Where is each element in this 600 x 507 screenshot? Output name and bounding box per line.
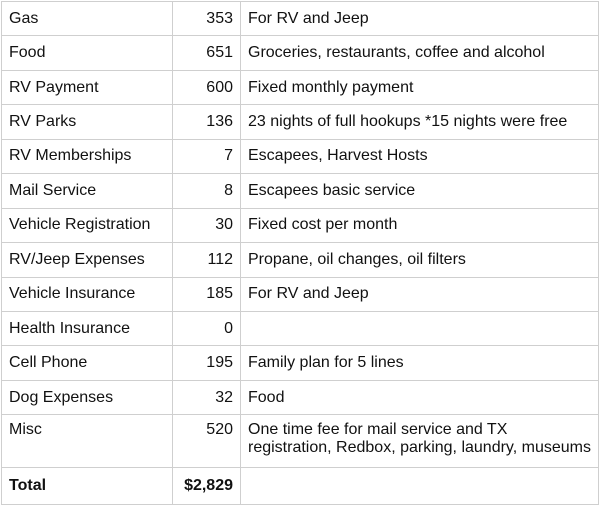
note-cell bbox=[241, 311, 599, 345]
amount-cell: 30 bbox=[173, 208, 241, 242]
amount-cell: 7 bbox=[173, 139, 241, 173]
note-cell: Food bbox=[241, 380, 599, 414]
table-row bbox=[2, 105, 599, 139]
category-cell: RV/Jeep Expenses bbox=[2, 243, 173, 277]
table-row bbox=[2, 415, 599, 468]
note-cell: Propane, oil changes, oil filters bbox=[241, 243, 599, 277]
table-row bbox=[2, 174, 599, 208]
table-row bbox=[2, 36, 599, 70]
note-cell: 23 nights of full hookups *15 nights were free bbox=[241, 105, 599, 139]
category-cell: Mail Service bbox=[2, 174, 173, 208]
amount-cell: 353 bbox=[173, 2, 241, 36]
table-row bbox=[2, 208, 599, 242]
table-row bbox=[2, 277, 599, 311]
category-cell: RV Parks bbox=[2, 105, 173, 139]
category-cell: Vehicle Registration bbox=[2, 208, 173, 242]
total-amount: $2,829 bbox=[173, 468, 241, 505]
category-cell: Misc bbox=[2, 415, 173, 468]
expense-table bbox=[1, 1, 599, 505]
category-cell: Cell Phone bbox=[2, 346, 173, 380]
category-cell: RV Payment bbox=[2, 70, 173, 104]
total-label: Total bbox=[2, 468, 173, 505]
table-row bbox=[2, 139, 599, 173]
table-row bbox=[2, 243, 599, 277]
note-cell: Fixed cost per month bbox=[241, 208, 599, 242]
total-row bbox=[2, 468, 599, 505]
total-note bbox=[241, 468, 599, 505]
amount-cell: 0 bbox=[173, 311, 241, 345]
expense-table-body bbox=[2, 2, 599, 505]
table-row bbox=[2, 346, 599, 380]
note-cell: Fixed monthly payment bbox=[241, 70, 599, 104]
note-cell: For RV and Jeep bbox=[241, 2, 599, 36]
amount-cell: 195 bbox=[173, 346, 241, 380]
table-row bbox=[2, 380, 599, 414]
amount-cell: 651 bbox=[173, 36, 241, 70]
category-cell: Gas bbox=[2, 2, 173, 36]
table-row bbox=[2, 70, 599, 104]
table-row bbox=[2, 2, 599, 36]
category-cell: RV Memberships bbox=[2, 139, 173, 173]
note-cell: One time fee for mail service and TX registration, Redbox, parking, laundry, museums bbox=[241, 415, 599, 468]
amount-cell: 32 bbox=[173, 380, 241, 414]
category-cell: Dog Expenses bbox=[2, 380, 173, 414]
note-cell: Escapees basic service bbox=[241, 174, 599, 208]
amount-cell: 520 bbox=[173, 415, 241, 468]
note-cell: Groceries, restaurants, coffee and alcohol bbox=[241, 36, 599, 70]
amount-cell: 8 bbox=[173, 174, 241, 208]
amount-cell: 136 bbox=[173, 105, 241, 139]
category-cell: Food bbox=[2, 36, 173, 70]
category-cell: Vehicle Insurance bbox=[2, 277, 173, 311]
amount-cell: 600 bbox=[173, 70, 241, 104]
amount-cell: 112 bbox=[173, 243, 241, 277]
amount-cell: 185 bbox=[173, 277, 241, 311]
table-row bbox=[2, 311, 599, 345]
note-cell: Family plan for 5 lines bbox=[241, 346, 599, 380]
note-cell: For RV and Jeep bbox=[241, 277, 599, 311]
category-cell: Health Insurance bbox=[2, 311, 173, 345]
note-cell: Escapees, Harvest Hosts bbox=[241, 139, 599, 173]
